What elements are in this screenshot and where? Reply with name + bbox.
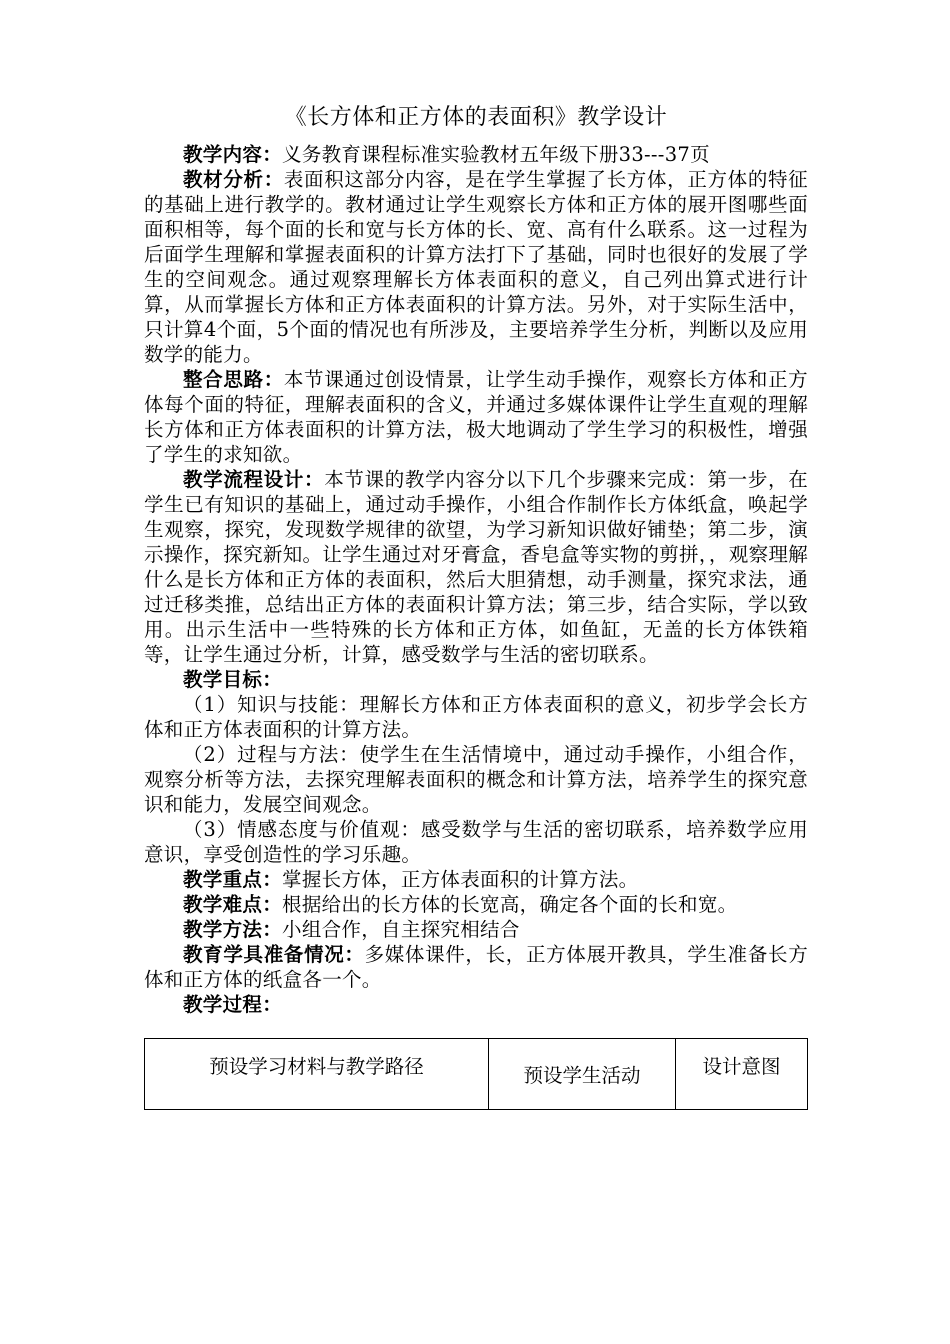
table-header-row — [145, 1039, 808, 1110]
section-difficulty — [144, 892, 808, 917]
text-materials: 多媒体课件，长，正方体展开教具，学生准备长方体和正方体的纸盒各一个。 — [144, 943, 808, 991]
text-difficulty: 根据给出的长方体的长宽高，确定各个面的长和宽。 — [282, 893, 738, 916]
section-analysis — [144, 167, 808, 367]
text-content: 义务教育课程标准实验教材五年级下册33---37页 — [282, 143, 710, 166]
table-header-cell: 设计意图 — [676, 1039, 808, 1110]
label-analysis: 教材分析： — [183, 168, 284, 191]
section-flow — [144, 467, 808, 667]
process-table — [144, 1038, 808, 1110]
table-header-cell: 预设学习材料与教学路径 — [145, 1039, 489, 1110]
section-goals — [144, 667, 808, 692]
text-integration: 本节课通过创设情景，让学生动手操作，观察长方体和正方体每个面的特征，理解表面积的含义，并通过多媒体课件让学生直观的理解长方体和正方体表面积的计算方法，极大地调动了学生学习的积极性，增强了学生的求知欲。 — [144, 368, 808, 466]
label-goals: 教学目标： — [183, 668, 283, 691]
section-method — [144, 917, 808, 942]
label-materials: 教育学具准备情况： — [183, 943, 365, 966]
text-method: 小组合作，自主探究相结合 — [282, 918, 520, 941]
label-integration: 整合思路： — [183, 368, 284, 391]
label-difficulty: 教学难点： — [183, 893, 283, 916]
document-title: 《长方体和正方体的表面积》教学设计 — [284, 105, 668, 130]
section-integration — [144, 367, 808, 467]
label-flow: 教学流程设计： — [183, 468, 325, 491]
text-key-points: 掌握长方体，正方体表面积的计算方法。 — [282, 868, 639, 891]
text-flow: 本节课的教学内容分以下几个步骤来完成：第一步，在学生已有知识的基础上，通过动手操作，小组合作制作长方体纸盒，唤起学生观察，探究，发现数学规律的欲望，为学习新知识做好铺垫；第二步，演示操作，探究新知。让学生通过对牙膏盒，香皂盒等实物的剪拼，，观察理解什么是长方体和正方体的表面积，然后大胆猜想，动手测量，探究求法，通过迁移类推，总结出正方体的表面积计算方法；第三步，结合实际，学以致用。出示生活中一些特殊的长方体和正方体，如鱼缸，无盖的长方体铁箱等，让学生通过分析，计算，感受数学与生活的密切联系。 — [144, 468, 808, 666]
label-key-points: 教学重点： — [183, 868, 283, 891]
label-process: 教学过程： — [183, 993, 283, 1016]
section-content — [144, 142, 808, 167]
goal-item-1: （1）知识与技能：理解长方体和正方体表面积的意义，初步学会长方体和正方体表面积的计算方法。 — [144, 693, 808, 741]
table-header-cell: 预设学生活动 — [489, 1039, 676, 1110]
label-method: 教学方法： — [183, 918, 283, 941]
label-content: 教学内容： — [183, 143, 283, 166]
goal-item-2: （2）过程与方法：使学生在生活情境中，通过动手操作，小组合作，观察分析等方法，去探究理解表面积的概念和计算方法，培养学生的探究意识和能力，发展空间观念。 — [144, 743, 808, 816]
section-process — [144, 992, 808, 1017]
document-page — [144, 100, 808, 1017]
section-materials — [144, 942, 808, 992]
section-key-points — [144, 867, 808, 892]
text-analysis: 表面积这部分内容，是在学生掌握了长方体，正方体的特征的基础上进行教学的。教材通过让学生观察长方体和正方体的展开图哪些面面积相等，每个面的长和宽与长方体的长、宽、高有什么联系。这一过程为后面学生理解和掌握表面积的计算方法打下了基础，同时也很好的发展了学生的空间观念。通过观察理解长方体表面积的意义，自己列出算式进行计算，从而掌握长方体和正方体表面积的计算方法。另外，对于实际生活中，只计算4个面，5个面的情况也有所涉及，主要培养学生分析，判断以及应用数学的能力。 — [144, 168, 808, 366]
goal-item-3: （3）情感态度与价值观：感受数学与生活的密切联系，培养数学应用意识，享受创造性的学习乐趣。 — [144, 818, 808, 866]
